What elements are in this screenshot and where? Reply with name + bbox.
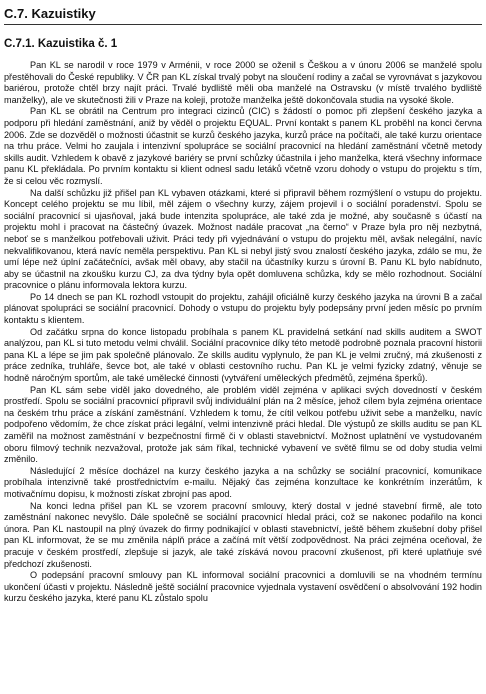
paragraph: Po 14 dnech se pan KL rozhodl vstoupit do projektu, zahájil oficiálně kurzy českého jazyka na úrovni B a začal plánovat spolupráci se sociální pracovnicí. Dohody o vstupu do projektu byly podepsány první jeden měsíc po prvním kontaktu s klientem. — [4, 291, 482, 326]
paragraph: O podepsání pracovní smlouvy pan KL informoval sociální pracovnici a domluvili se na vhodném termínu ukončení účasti v projektu. Následně ještě sociální pracovnice vyjednala vystavení osvědčení o absolvování 192 hodin kurzu českého jazyka, které panu KL zůstalo spolu — [4, 570, 482, 604]
paragraph: Na konci ledna přišel pan KL se vzorem pracovní smlouvy, který dostal v jedné stavební firmě, ale toto zaměstnání nakonec nevyšlo. Dále společně se sociální pracovnicí hledal práci, což se nakonec podařilo na konci února. Pan KL nastoupil na plný úvazek do firmy podnikající v oblasti stavebnictví, ještě během zkušební doby přišel pan KL informovat, že se mu změnila náplň práce a začíná mít větší zodpovědnost. Na práci zejména oceňoval, že pracuje v českém prostředí, zlepšuje si jazyk, ale také získává novou pracovní zkušenost, při které uplatňuje své předchozí zkušenosti. — [4, 500, 482, 569]
paragraph: Pan KL sám sebe viděl jako dovedného, ale problém viděl zejména v aplikaci svých dovedností v českém prostředí. Spolu se sociální pracovnicí připravil svůj individuální plán na 2 měsíce, jehož cílem byla zejména orientace na českém trhu práce a získání zaměstnání. Vzhledem k tomu, že cítil velkou potřebu uživit sebe a manželku, navíc podpořeno vědomím, že chce získat práci legální, velmi intenzivně práci hledal. Dle výstupů ze skills auditu se pan KL zaměřil na možnost zaměstnání v bezpečnostní firmě či v oblasti stavebnictví. Možnost uplatnění ve vystudovaném oboru filmový technik nezvažoval, protože jak sám říkal, technické vybavení ve světě filmu se od doby studia velmi změnilo. — [4, 384, 482, 465]
chapter-heading: C.7. Kazuistiky — [4, 6, 482, 25]
paragraph: Pan KL se obrátil na Centrum pro integraci cizinců (CIC) s žádostí o pomoc při zlepšení českého jazyka a podporu při hledání zaměstnání, aniž by věděl o projektu EQUAL. První kontakt s panem KL proběhl na konci června 2006. Zde se dozvěděl o možnosti účastnit se kurzů českého jazyka, kurzů práce na počítači, ale také kurzu orientace na trhu práce. Velmi ho zaujala i intenzivní spolupráce se sociální pracovnicí na hledání zaměstnání včetně metody skills audit. Vzhledem k obavě z jazykové bariéry se první schůzky účastnila i jeho manželka, která všechny informace panu KL překládala. Po prvním kontaktu si klient odnesl sadu letáků včetně vzoru dohody o vstupu do projektu s tím, že si celou věc rozmyslí. — [4, 106, 482, 186]
paragraph: Následující 2 měsíce docházel na kurzy českého jazyka a na schůzky se sociální pracovnicí, komunikace probíhala intenzivně také prostřednictvím e-mailu. Nějaký čas zejména konzultace ke konkrétním inzerátům, k motivačnímu dopisu, k možnosti získat zbrojní pas apod. — [4, 465, 482, 499]
paragraph: Od začátku srpna do konce listopadu probíhala s panem KL pravidelná setkání nad skills auditem a SWOT analýzou, pan KL si tuto metodu velmi chválil. Sociální pracovnice díky této metodě podrobně poznala pracovní historii pana KL a lépe se jim pak společně plánovalo. Ze skills auditu vyplynulo, že pan KL je velmi zručný, má zkušenosti z práce zedníka, truhláře, ševce bot, ale také v oblasti cestovního ruchu. Pan KL je velmi fyzicky zdatný, věnuje se hodně náročným sportům, ale také umělecké činnosti (vytváření uměleckých předmětů, zejména šperků). — [4, 326, 482, 384]
paragraph: Na další schůzku již přišel pan KL vybaven otázkami, které si připravil během rozmýšlení o vstupu do projektu. Koncept celého projektu se mu líbil, měl zájem o všechny kurzy, zájem projevil i o sociální poradenství. Spolu se sociální pracovnicí si ujasňoval, jaká bude intenzita spolupráce, ale také zda je možné, aby současně s účastí na projektu mohl i pracovat na částečný úvazek. Možnost nadále pracovat „na černo“ v Praze byla pro něj nezbytná, neboť se s manželkou potřebovali uživit. Práci tedy při vyjednávání o vstupu do projektu měl, avšak nelegální, navíc nekvalifikovanou, která navíc neměla perspektivu. Pan KL si nebyl jistý svou znalostí českého jazyka, zdálo se mu, že umí lépe než úplní začátečníci, avšak měl obavy, aby stačil na účastníky kurzu s úrovní B. Panu KL bylo nabídnuto, aby se účastnil na zkoušku kurzu CJ, za dva týdny byla opět domluvena schůzka, kdy se mělo rozhodnout. Sociální pracovnice o plánu informovala lektora kurzu. — [4, 187, 482, 291]
case-study-body — [4, 60, 482, 605]
paragraph: Pan KL se narodil v roce 1979 v Arménii, v roce 2000 se oženil s Češkou a v únoru 2006 se manželé spolu přestěhovali do České republiky. V ČR pan KL získal trvalý pobyt na sloučení rodiny a začal se vyrovnávat s jazykovou bariérou, protože chtěl brzy najít práci. Trvalé bydliště měli oba manželé na Ostravsku (v místě trvalého bydliště manželky), ale ve skutečnosti žili v Praze na koleji, protože manželka ještě dokončovala studia na vysoké škole. — [4, 60, 482, 105]
case-study-heading: C.7.1. Kazuistika č. 1 — [4, 38, 118, 50]
